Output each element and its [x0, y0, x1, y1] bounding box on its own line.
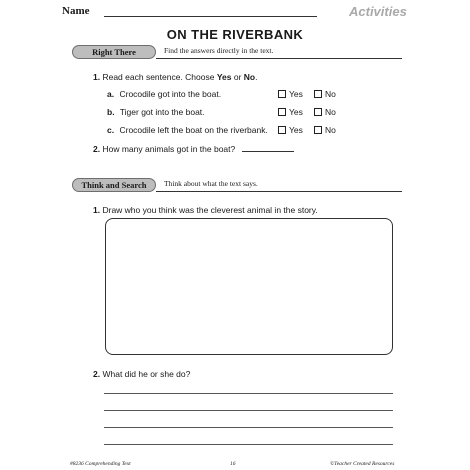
question-number: 2.	[93, 369, 101, 379]
question-no-word: No	[243, 72, 256, 82]
question-1	[93, 72, 257, 82]
writing-line[interactable]	[104, 444, 393, 445]
item-b-yes-choice[interactable]	[278, 107, 303, 117]
answer-line[interactable]	[242, 151, 294, 152]
item-text: Tiger got into the boat.	[119, 107, 205, 117]
item-c-statement	[107, 125, 268, 135]
item-b-no-choice[interactable]	[314, 107, 336, 117]
checkbox-icon[interactable]	[314, 108, 322, 116]
choice-label: Yes	[289, 107, 303, 117]
item-text: Crocodile got into the boat.	[119, 89, 222, 99]
footer-right: ©Teacher Created Resources	[330, 461, 395, 467]
question-text-mid: or	[231, 72, 244, 82]
activities-tag: Activities	[349, 4, 407, 19]
writing-line[interactable]	[104, 393, 393, 394]
item-b-statement	[107, 107, 205, 117]
section-right-there	[72, 45, 402, 59]
item-letter: c.	[107, 125, 115, 135]
question-text: What did he or she do?	[102, 369, 191, 379]
question-text: How many animals got in the boat?	[102, 144, 236, 154]
draw-question	[93, 205, 318, 215]
item-c-yes-choice[interactable]	[278, 125, 303, 135]
choice-label: Yes	[289, 89, 303, 99]
item-text: Crocodile left the boat on the riverbank.	[119, 125, 268, 135]
checkbox-icon[interactable]	[314, 126, 322, 134]
writing-line[interactable]	[104, 427, 393, 428]
item-a-statement	[107, 89, 221, 99]
item-letter: b.	[107, 107, 115, 117]
question-2	[93, 144, 235, 154]
section-divider-line	[156, 58, 402, 59]
item-c-no-choice[interactable]	[314, 125, 336, 135]
name-line[interactable]	[104, 16, 317, 17]
choice-label: No	[325, 107, 336, 117]
item-letter: a.	[107, 89, 115, 99]
section-label-pill: Think and Search	[72, 178, 156, 192]
question-text-before: Read each sentence. Choose	[102, 72, 217, 82]
page-number: 16	[230, 461, 236, 467]
section-instruction: Think about what the text says.	[164, 179, 258, 188]
footer-left: #8236 Comprehending Text	[70, 461, 131, 467]
question-yes-word: Yes	[216, 72, 232, 82]
writing-line[interactable]	[104, 410, 393, 411]
checkbox-icon[interactable]	[278, 108, 286, 116]
checkbox-icon[interactable]	[314, 90, 322, 98]
section-instruction: Find the answers directly in the text.	[164, 46, 274, 55]
question-text: Draw who you think was the cleverest animal in the story.	[102, 205, 318, 215]
checkbox-icon[interactable]	[278, 126, 286, 134]
choice-label: No	[325, 125, 336, 135]
drawing-box[interactable]	[105, 218, 393, 355]
section-think-and-search	[72, 178, 402, 192]
section-label-pill: Right There	[72, 45, 156, 59]
choice-label: No	[325, 89, 336, 99]
page-title: ON THE RIVERBANK	[166, 27, 304, 42]
checkbox-icon[interactable]	[278, 90, 286, 98]
question-text-after: .	[255, 72, 258, 82]
name-label: Name	[62, 5, 90, 17]
written-question	[93, 369, 190, 379]
section-divider-line	[156, 191, 402, 192]
item-a-no-choice[interactable]	[314, 89, 336, 99]
question-number: 1.	[93, 205, 101, 215]
question-number: 2.	[93, 144, 101, 154]
item-a-yes-choice[interactable]	[278, 89, 303, 99]
question-number: 1.	[93, 72, 101, 82]
choice-label: Yes	[289, 125, 303, 135]
